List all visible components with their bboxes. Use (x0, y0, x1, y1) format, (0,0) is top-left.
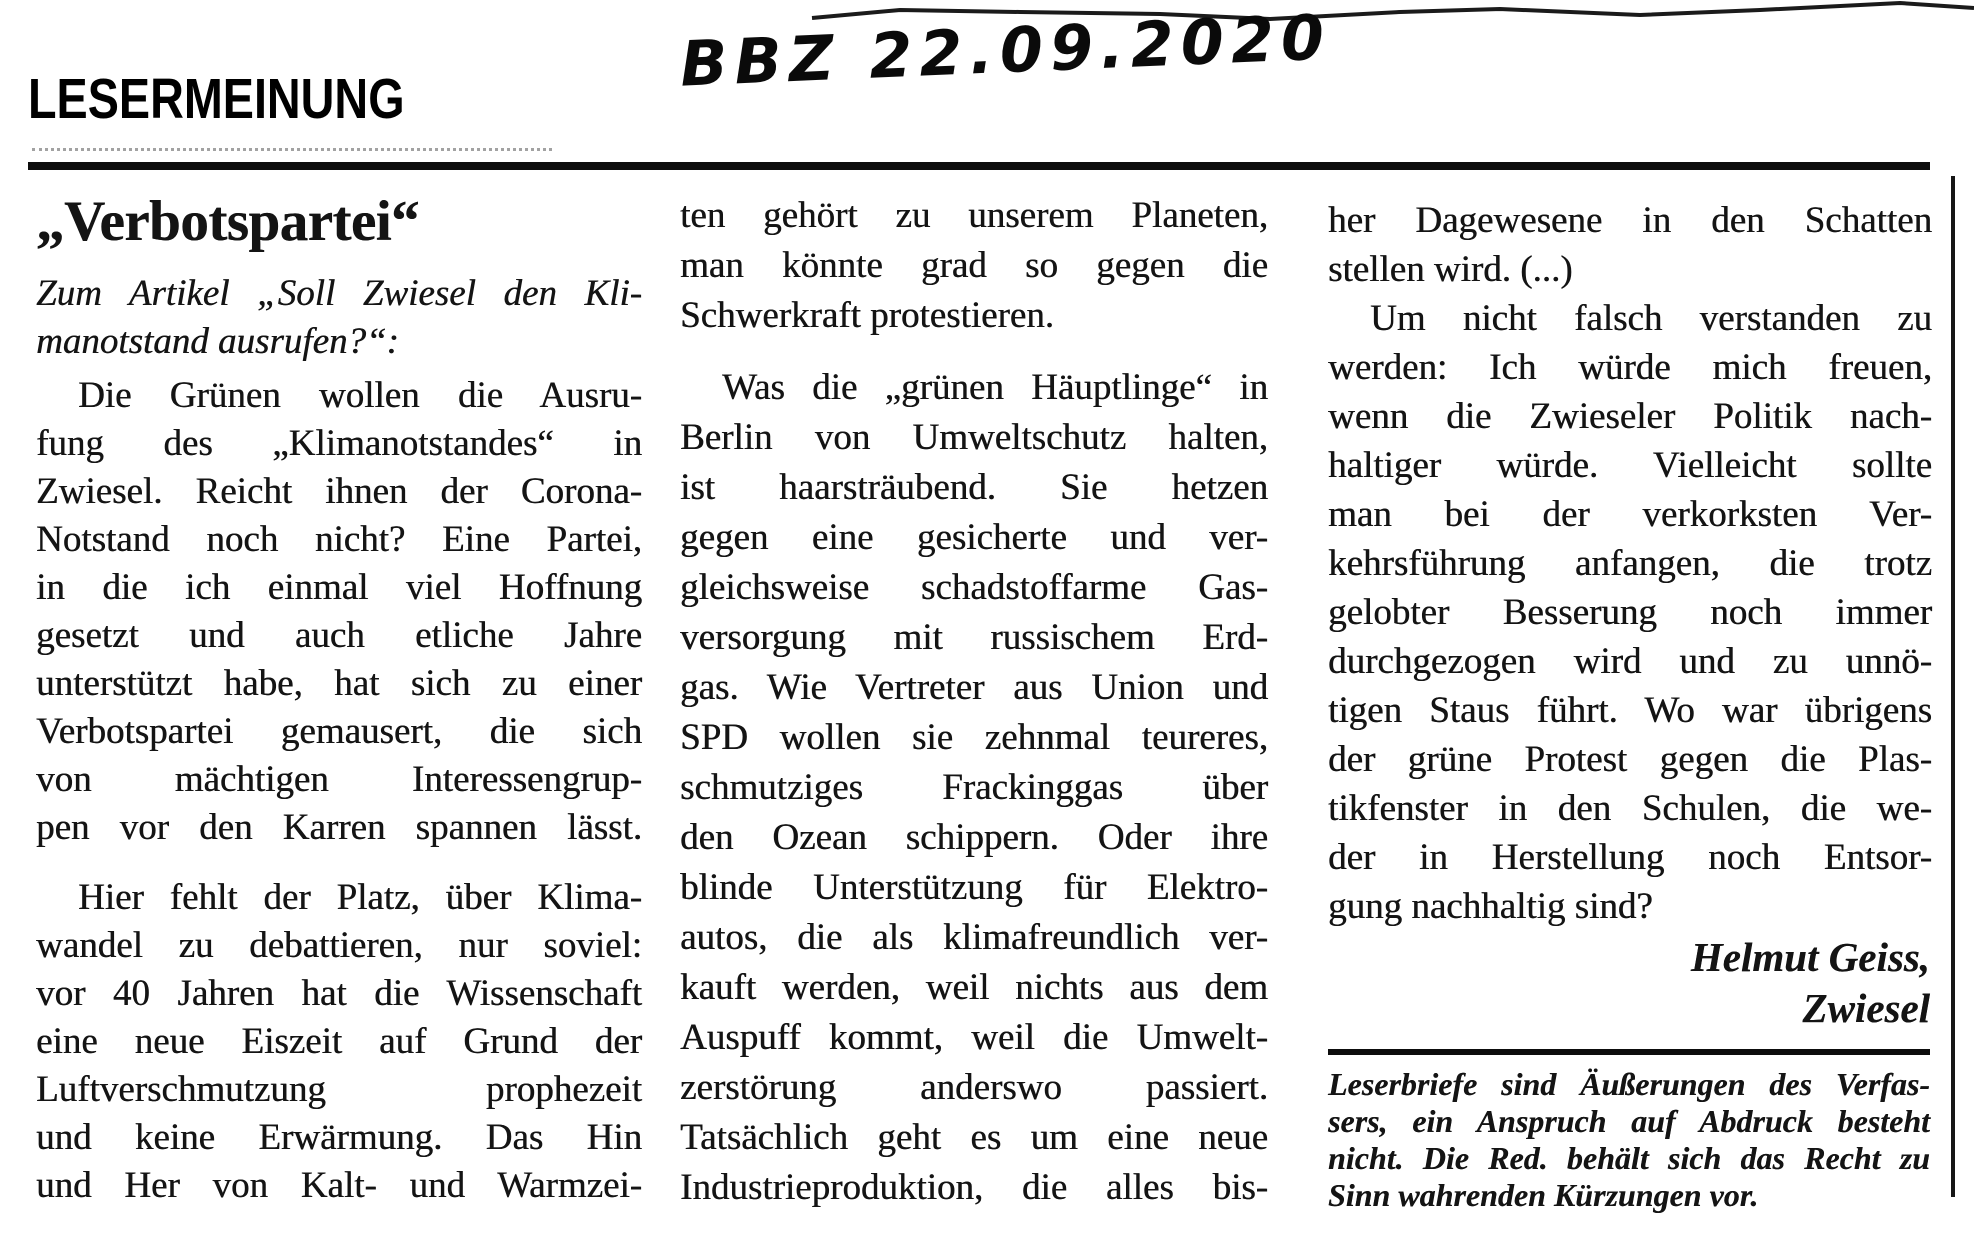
author-signature (1328, 932, 1930, 1034)
text-line: Hier fehlt der Platz, über Klima- (78, 877, 642, 918)
editorial-note (1328, 1066, 1930, 1214)
text-line: der grüne Protest gegen die Plas- (1328, 739, 1932, 780)
header-rule (28, 162, 1930, 170)
text-line: Notstand noch nicht? Eine Partei, (36, 519, 642, 560)
text-line: wandel zu debattieren, nur soviel: (36, 925, 642, 966)
text-line: gelobter Besserung noch immer (1328, 592, 1932, 633)
text-line: von mächtigen Interessengrup- (36, 759, 642, 800)
letter-title: „Verbotspartei“ (36, 190, 420, 253)
text-line: Berlin von Umweltschutz halten, (680, 417, 1268, 458)
text-line: haltiger würde. Vielleicht sollte (1328, 445, 1932, 486)
text-line: gleichsweise schadstoffarme Gas- (680, 567, 1268, 608)
text-line: zerstörung anderswo passiert. (680, 1067, 1268, 1108)
handwritten-date: BBZ 22.09.2020 (678, 0, 1333, 101)
text-line: kehrsführung anfangen, die trotz (1328, 543, 1932, 584)
text-line: Helmut Geiss, (1690, 934, 1930, 980)
text-line: Zum Artikel „Soll Zwiesel den Kli- (36, 273, 642, 314)
text-line: Verbotspartei gemausert, die sich (36, 711, 642, 752)
text-line: unterstützt habe, hat sich zu einer (36, 663, 642, 704)
text-line: Die Grünen wollen die Ausru- (78, 375, 642, 416)
text-line: gung nachhaltig sind? (1328, 886, 1653, 927)
section-kicker: LESERMEINUNG (28, 67, 405, 131)
text-line: Um nicht falsch verstanden zu (1370, 298, 1932, 339)
text-line: man könnte grad so gegen die (680, 245, 1268, 286)
text-line: pen vor den Karren spannen lässt. (36, 807, 642, 848)
text-line: Schwerkraft protestieren. (680, 295, 1054, 336)
text-line: vor 40 Jahren hat die Wissenschaft (36, 973, 642, 1014)
text-line: Zwiesel. Reicht ihnen der Corona- (36, 471, 642, 512)
text-line: in die ich einmal viel Hoffnung (36, 567, 642, 608)
text-line: kauft werden, weil nichts aus dem (680, 967, 1268, 1008)
column-1-head (36, 190, 642, 366)
text-line: ten gehört zu unserem Planeten, (680, 195, 1268, 236)
text-line: stellen wird. (...) (1328, 249, 1573, 290)
text-line: den Ozean schippern. Oder ihre (680, 817, 1268, 858)
text-line: und keine Erwärmung. Das Hin (36, 1117, 642, 1158)
text-line: Zwiesel (1802, 985, 1930, 1031)
text-line: Leserbriefe sind Äußerungen des Verfas- (1328, 1066, 1930, 1102)
text-line: gesetzt und auch etliche Jahre (36, 615, 642, 656)
text-line: eine neue Eiszeit auf Grund der (36, 1021, 642, 1062)
column-3-body (1328, 196, 1932, 931)
text-line: versorgung mit russischem Erd- (680, 617, 1268, 658)
text-line: blinde Unterstützung für Elektro- (680, 867, 1268, 908)
text-line: Sinn wahrenden Kürzungen vor. (1328, 1177, 1759, 1213)
text-line: fung des „Klimanotstandes“ in (36, 423, 642, 464)
text-line: werden: Ich würde mich freuen, (1328, 347, 1932, 388)
text-line: und Her von Kalt- und Warmzei- (36, 1165, 642, 1206)
text-line: Luftverschmutzung prophezeit (36, 1069, 642, 1110)
text-line: tigen Staus führt. Wo war übrigens (1328, 690, 1932, 731)
text-line: ist haarsträubend. Sie hetzen (680, 467, 1268, 508)
text-line: wenn die Zwieseler Politik nach- (1328, 396, 1932, 437)
column-2-body (680, 191, 1268, 1213)
text-line: her Dagewesene in den Schatten (1328, 200, 1932, 241)
text-line: autos, die als klimafreundlich ver- (680, 917, 1268, 958)
text-line: man bei der verkorksten Ver- (1328, 494, 1932, 535)
text-line: tikfenster in den Schulen, die we- (1328, 788, 1932, 829)
text-line: Was die „grünen Häuptlinge“ in (722, 367, 1268, 408)
text-line: manotstand ausrufen?“: (36, 321, 399, 362)
column-separator-line (1951, 176, 1955, 1197)
text-line: gas. Wie Vertreter aus Union und (680, 667, 1268, 708)
text-line: der in Herstellung noch Entsor- (1328, 837, 1932, 878)
column-1-body (36, 372, 642, 1210)
text-line: nicht. Die Red. behält sich das Recht zu (1328, 1140, 1930, 1176)
text-line: Industrieproduktion, die alles bis- (680, 1167, 1268, 1208)
text-line: durchgezogen wird und zu unnö- (1328, 641, 1932, 682)
text-line: Tatsächlich geht es um eine neue (680, 1117, 1268, 1158)
text-line: gegen eine gesicherte und ver- (680, 517, 1268, 558)
text-line: sers, ein Anspruch auf Abdruck besteht (1328, 1103, 1930, 1139)
letter-lede (36, 270, 642, 366)
torn-edge-dots-artifact (32, 148, 552, 151)
text-line: SPD wollen sie zehnmal teureres, (680, 717, 1268, 758)
text-line: schmutziges Frackinggas über (680, 767, 1268, 808)
footer-rule (1328, 1049, 1930, 1055)
text-line: Auspuff kommt, weil die Umwelt- (680, 1017, 1268, 1058)
